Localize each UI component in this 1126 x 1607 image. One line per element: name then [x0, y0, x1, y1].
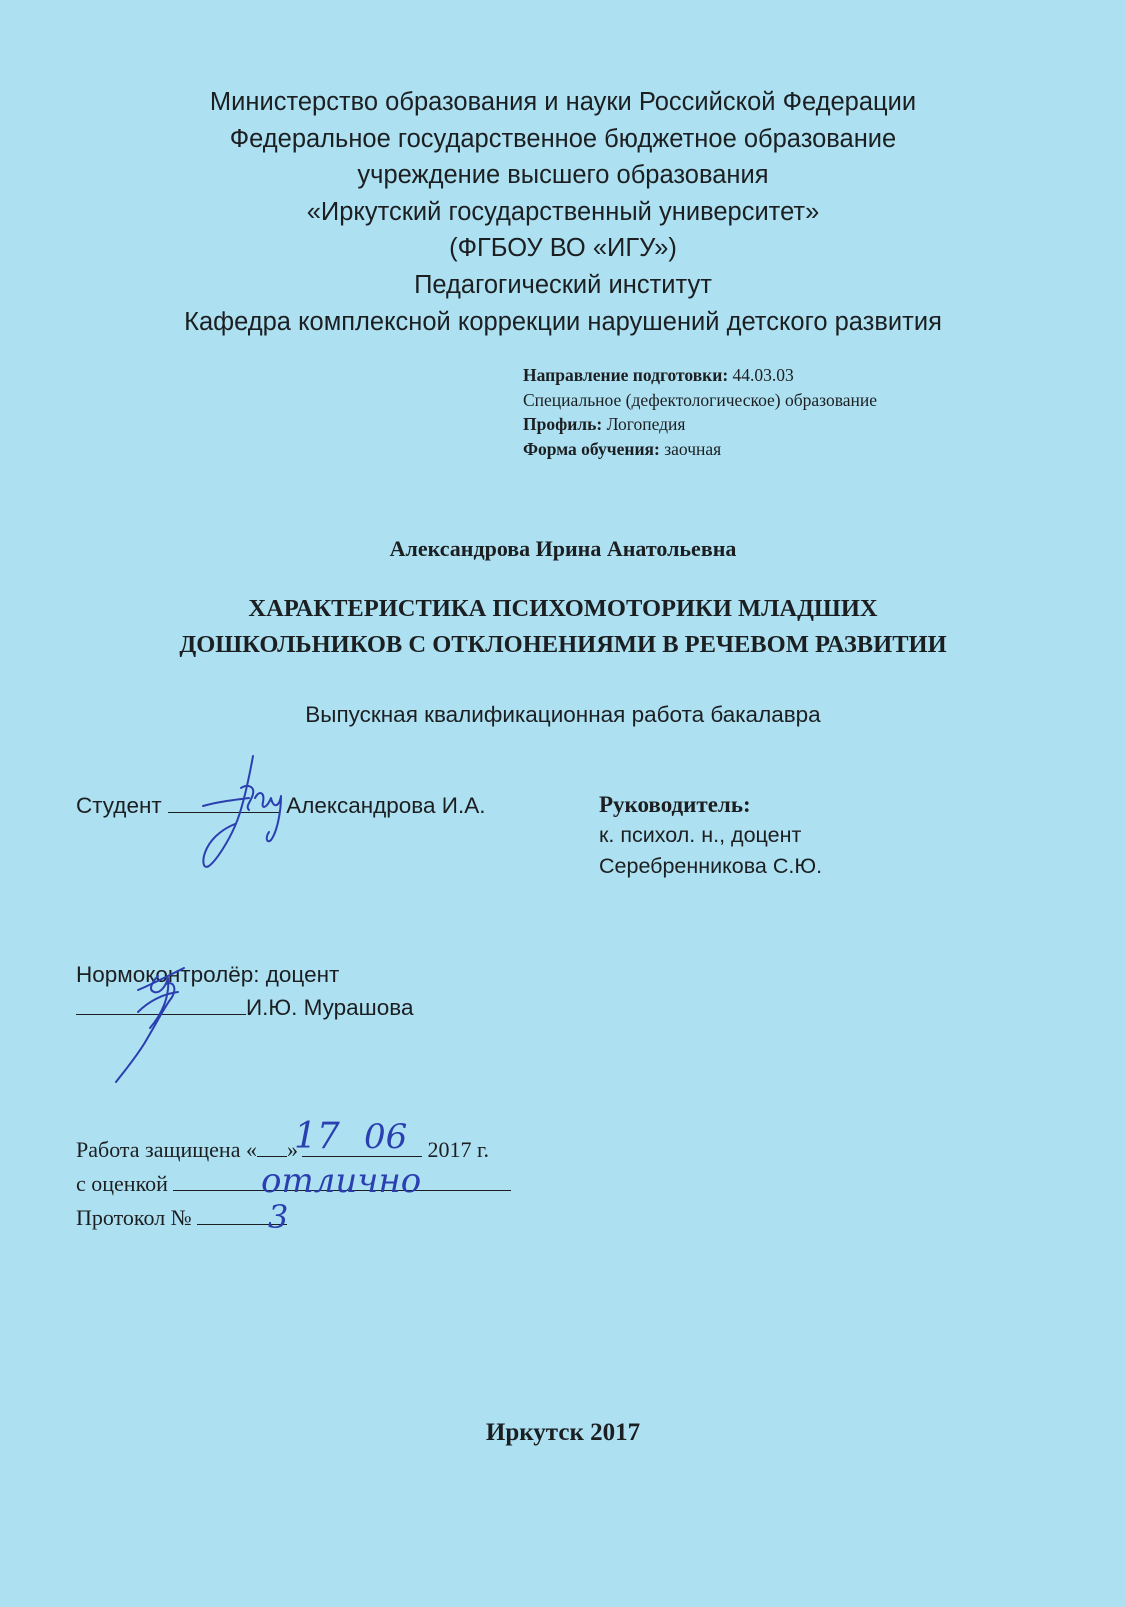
norm-control-signature	[108, 956, 218, 1086]
day-line	[257, 1136, 287, 1157]
thesis-title-line: ХАРАКТЕРИСТИКА ПСИХОМОТОРИКИ МЛАДШИХ	[248, 595, 878, 622]
supervisor-block	[599, 789, 822, 882]
student-label: Студент	[76, 793, 162, 818]
student-name: Александрова И.А.	[286, 793, 486, 818]
direction-name: Специальное (дефектологическое) образование	[523, 389, 878, 410]
header-line: (ФГБОУ ВО «ИГУ»)	[449, 234, 677, 263]
supervisor-degree: к. психол. н., доцент	[599, 823, 802, 847]
handwritten-grade-text: отлично	[261, 1161, 422, 1201]
institution-header	[0, 84, 1126, 340]
protocol-label: Протокол №	[76, 1205, 192, 1230]
handwritten-day-text: 17	[294, 1116, 340, 1157]
profile-value: Логопедия	[606, 414, 686, 435]
profile-label: Профиль:	[523, 414, 603, 435]
header-line: Федеральное государственное бюджетное образование	[229, 124, 897, 153]
city-year: Иркутск 2017	[485, 1419, 641, 1446]
handwritten-month-text: 06	[364, 1117, 408, 1157]
header-line: Кафедра комплексной коррекции нарушений детского развития	[184, 307, 942, 336]
handwritten-day	[290, 1110, 342, 1158]
thesis-title	[0, 591, 1126, 663]
direction-block	[523, 363, 877, 461]
open-quote: «	[245, 1137, 257, 1162]
header-line: Педагогический институт	[414, 270, 712, 299]
student-signature	[195, 748, 295, 878]
defense-label: Работа защищена	[76, 1137, 241, 1162]
study-form-label: Форма обучения:	[523, 438, 660, 459]
work-type: Выпускная квалификационная работа бакалавра	[305, 702, 821, 727]
header-line: учреждение высшего образования	[357, 161, 769, 190]
norm-control-label: Нормоконтролёр: доцент	[76, 962, 340, 987]
supervisor-label: Руководитель:	[599, 792, 751, 817]
header-line: Министерство образования и науки Российской Федерации	[209, 88, 917, 116]
grade-label: с оценкой	[76, 1171, 168, 1196]
study-form-value: заочная	[664, 438, 722, 459]
thesis-title-line: ДОШКОЛЬНИКОВ С ОТКЛОНЕНИЯМИ В РЕЧЕВОМ РАЗВИТИИ	[179, 631, 947, 658]
close-quote: »	[286, 1137, 298, 1162]
author-name: Александрова Ирина Анатольевна	[389, 536, 737, 561]
norm-control-name: И.Ю. Мурашова	[246, 995, 414, 1020]
handwritten-protocol-text: 3	[268, 1198, 289, 1236]
handwritten-protocol	[262, 1192, 302, 1238]
direction-label: Направление подготовки:	[523, 365, 729, 385]
header-line: «Иркутский государственный университет»	[306, 197, 820, 226]
handwritten-month	[360, 1112, 440, 1158]
defense-year: 2017 г.	[427, 1137, 490, 1162]
supervisor-name: Серебренникова С.Ю.	[599, 854, 823, 878]
direction-code: 44.03.03	[732, 365, 794, 385]
